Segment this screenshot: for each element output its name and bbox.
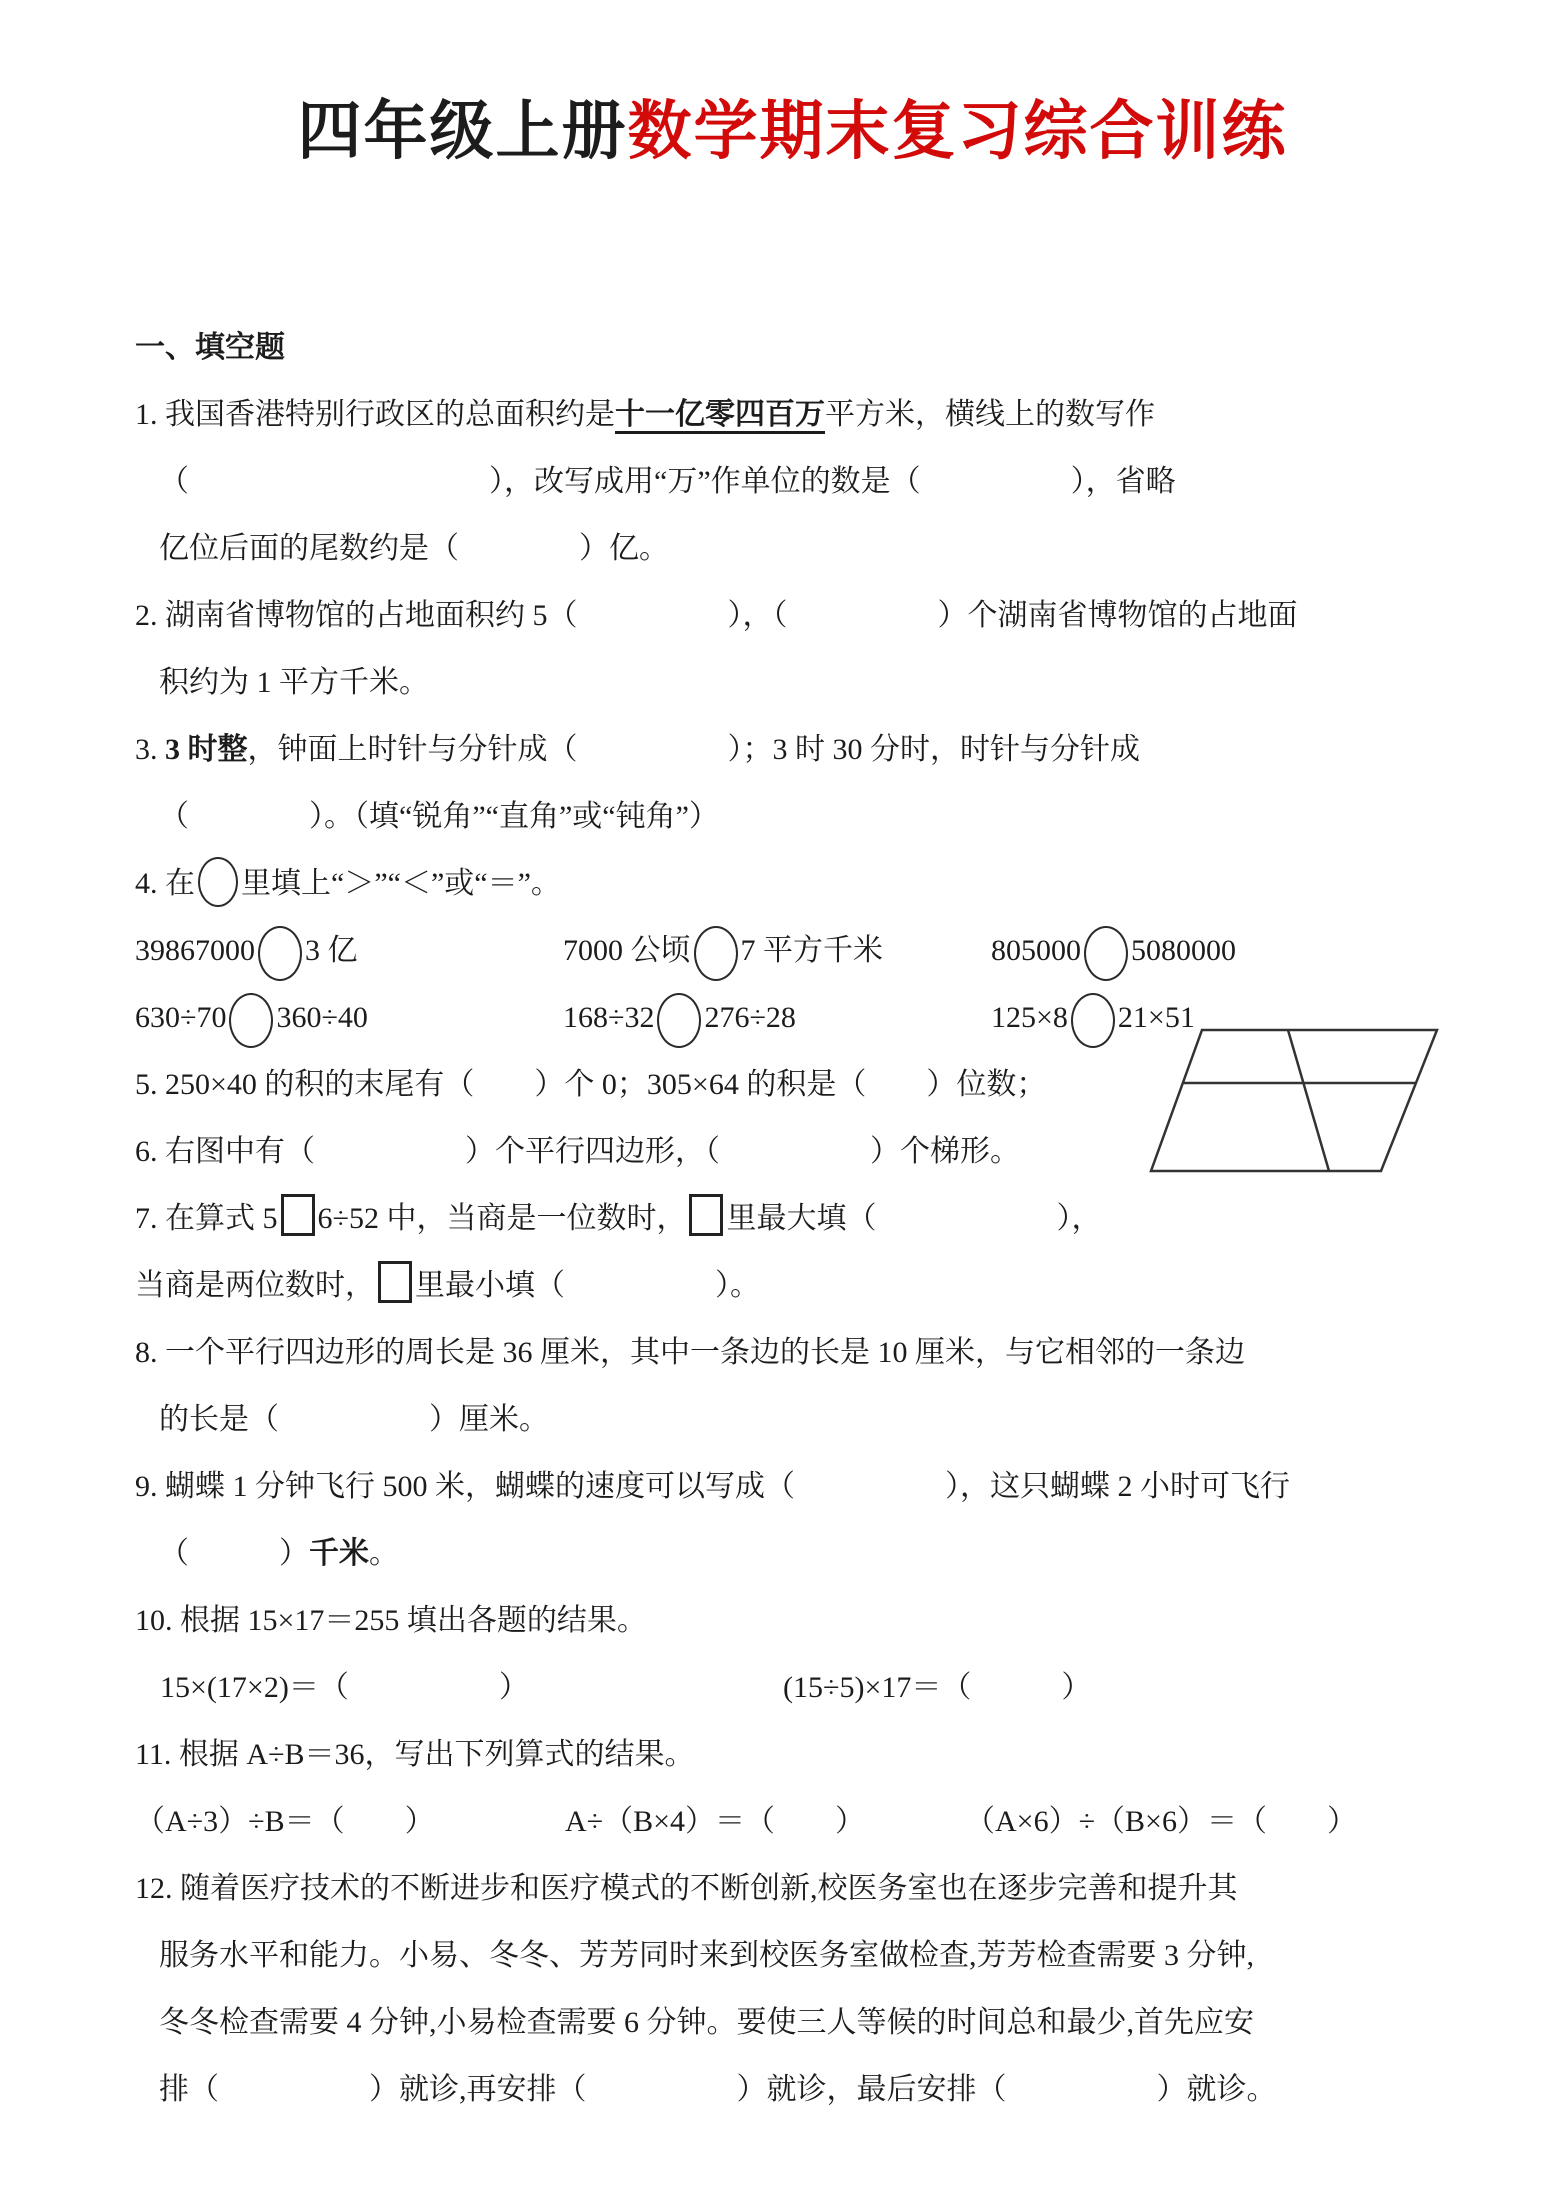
q2-line1: 2. 湖南省博物馆的占地面积约 5（ ），（ ）个湖南省博物馆的占地面	[135, 599, 1298, 632]
compare-right-value: 3 亿	[305, 934, 358, 967]
q4-intro	[135, 850, 1450, 917]
q12-line3: 冬冬检查需要 4 分钟,小易检查需要 6 分钟。要使三人等候的时间总和最少,首先应安	[159, 2006, 1254, 2039]
q11-equations	[135, 1788, 1450, 1855]
q12-line2: 服务水平和能力。小易、冬冬、芳芳同时来到校医务室做检查,芳芳检查需要 3 分钟,	[159, 1939, 1254, 1972]
q4-compare-item	[991, 917, 1236, 984]
q1-line1	[135, 381, 1450, 448]
blank-circle-icon	[1071, 993, 1115, 1048]
q4-compare-item	[563, 984, 991, 1051]
q3-bold-time: 3 时整	[165, 733, 248, 766]
blank-circle-icon	[657, 993, 701, 1048]
q1-line1-post: 平方米，横线上的数写作	[825, 398, 1155, 431]
q8-line1: 8. 一个平行四边形的周长是 36 厘米，其中一条边的长是 10 厘米，与它相邻的一条边	[135, 1336, 1245, 1369]
q3-line1	[135, 716, 1450, 783]
blank-circle-icon	[1084, 926, 1128, 981]
compare-right-value: 360÷40	[276, 1001, 368, 1034]
compare-right-value: 276÷28	[704, 1001, 796, 1034]
q11-line1: 11. 根据 A÷B＝36，写出下列算式的结果。	[135, 1738, 695, 1771]
q9-line2	[135, 1520, 1450, 1587]
q11-equation-3: （A×6）÷（B×6）＝（ ）	[965, 1805, 1357, 1838]
q7-seg1: 7. 在算式 5	[135, 1202, 278, 1235]
blank-circle-icon	[229, 993, 273, 1048]
q10-equation-1: 15×(17×2)＝（ ）	[160, 1671, 529, 1704]
compare-right-value: 5080000	[1131, 934, 1236, 967]
title-red-part: 数学期末复习综合训练	[627, 95, 1288, 167]
compare-left-value: 630÷70	[135, 1001, 227, 1034]
q7-line2-pre: 当商是两位数时，	[135, 1269, 375, 1302]
slanted-divider-line	[1288, 1030, 1329, 1171]
q7-line1	[135, 1185, 1450, 1252]
section-heading: 一、填空题	[135, 331, 285, 364]
q1-line2: （ ），改写成用“万”作单位的数是（ ），省略	[159, 465, 1176, 498]
q4-intro-post: 里填上“＞”“＜”或“＝”。	[241, 867, 561, 900]
q1-underlined-number: 十一亿零四百万	[615, 398, 825, 434]
q1-line3: 亿位后面的尾数约是（ ）亿。	[159, 532, 669, 565]
q7-line2-post: 里最小填（ ）。	[415, 1269, 760, 1302]
geometry-figure-parallelogram	[1148, 1026, 1444, 1176]
q11-equation-2: A÷（B×4）＝（ ）	[565, 1805, 866, 1838]
blank-box-icon	[281, 1194, 315, 1236]
blank-box-icon	[689, 1194, 723, 1236]
q3-number: 3.	[135, 733, 165, 766]
q9-line2-blank: （ ）	[159, 1537, 309, 1570]
blank-circle-icon	[694, 926, 738, 981]
compare-right-value: 7 平方千米	[740, 934, 883, 967]
page-title	[135, 84, 1450, 178]
compare-left-value: 39867000	[135, 934, 255, 967]
q9-line2-post: 。	[369, 1537, 399, 1570]
q12-line1: 12. 随着医疗技术的不断进步和医疗模式的不断创新,校医务室也在逐步完善和提升其	[135, 1872, 1238, 1905]
q3-line1-post: ，钟面上时针与分针成（ ）；3 时 30 分时，时针与分针成	[247, 733, 1140, 766]
q7-seg3: 里最大填（ ），	[726, 1202, 1102, 1235]
compare-left-value: 805000	[991, 934, 1081, 967]
q7-seg2: 6÷52 中，当商是一位数时，	[317, 1202, 687, 1235]
compare-left-value: 168÷32	[563, 1001, 655, 1034]
compare-left-value: 125×8	[991, 1001, 1068, 1034]
q9-line1: 9. 蝴蝶 1 分钟飞行 500 米，蝴蝶的速度可以写成（ ），这只蝴蝶 2 小时可飞行	[135, 1470, 1290, 1503]
q4-compare-item	[563, 917, 991, 984]
q4-compare-item	[135, 917, 563, 984]
q2-line2: 积约为 1 平方千米。	[159, 666, 429, 699]
q10-line1: 10. 根据 15×17＝255 填出各题的结果。	[135, 1604, 647, 1637]
q6-line1: 6. 右图中有（ ）个平行四边形，（ ）个梯形。	[135, 1135, 1020, 1168]
q9-bold-unit: 千米	[309, 1537, 369, 1570]
q11-equation-1: （A÷3）÷B＝（ ）	[135, 1805, 435, 1838]
compare-left-value: 7000 公顷	[563, 934, 691, 967]
q5-line1: 5. 250×40 的积的末尾有（ ）个 0；305×64 的积是（ ）位数；	[135, 1068, 1047, 1101]
title-black-part: 四年级上册	[297, 95, 628, 167]
compare-right-value: 21×51	[1117, 1001, 1195, 1034]
blank-circle-icon	[258, 926, 302, 981]
blank-box-icon	[378, 1261, 412, 1303]
q10-equation-2: (15÷5)×17＝（ ）	[783, 1671, 1092, 1704]
q10-equations	[135, 1654, 1450, 1721]
q1-line1-pre: 1. 我国香港特别行政区的总面积约是	[135, 398, 615, 431]
q12-line4: 排（ ）就诊,再安排（ ）就诊，最后安排（ ）就诊。	[159, 2073, 1277, 2106]
q4-compare-row1	[135, 917, 1450, 984]
q8-line2: 的长是（ ）厘米。	[159, 1403, 549, 1436]
blank-circle-icon	[198, 857, 238, 907]
q7-line2	[135, 1252, 1450, 1319]
q4-intro-pre: 4. 在	[135, 867, 195, 900]
q4-compare-item	[135, 984, 563, 1051]
q3-line2: （ ）。（填“锐角”“直角”或“钝角”）	[159, 800, 719, 833]
